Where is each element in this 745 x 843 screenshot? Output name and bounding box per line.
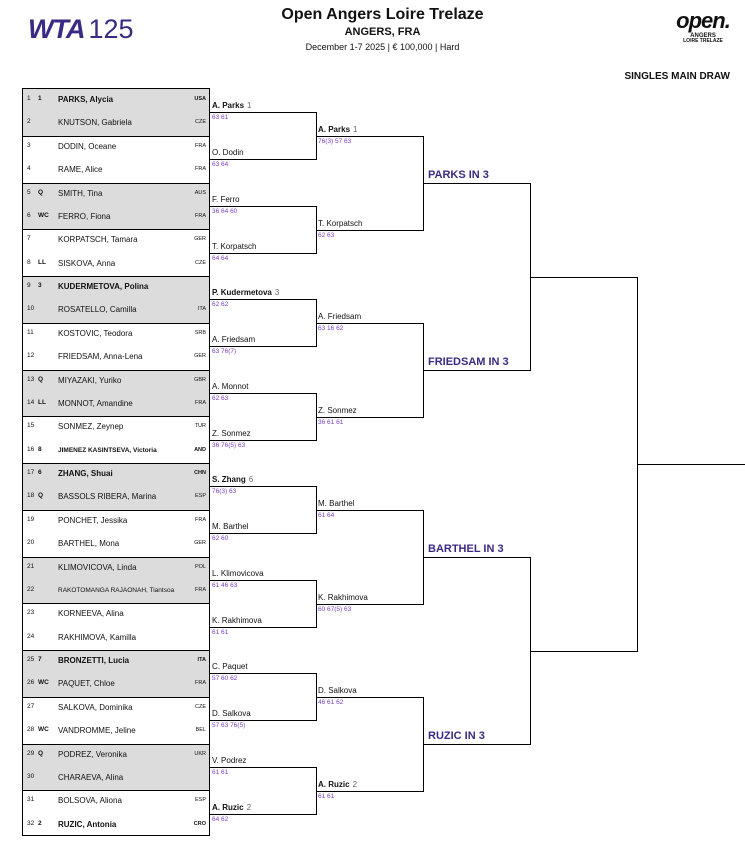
winner-text: S. Zhang — [212, 475, 246, 484]
player-country: FRA — [195, 212, 206, 219]
player-row — [22, 253, 210, 276]
match-score: 46 61 62 — [318, 699, 344, 706]
match-score: 36 76(5) 63 — [212, 442, 246, 449]
winner-text: K. Rakhimova — [318, 593, 368, 602]
final-line — [530, 277, 637, 278]
draw-title: SINGLES MAIN DRAW — [624, 71, 730, 82]
winner-text: L. Klimovicova — [212, 569, 264, 578]
player-name: BASSOLS RIBERA, Marina — [58, 492, 157, 502]
player-seed: Q — [38, 749, 44, 757]
player-position: 14 — [27, 398, 35, 406]
open-logo-line2: LOIRE TRELAZE — [683, 38, 723, 44]
player-name: PARKS, Alycia — [58, 95, 114, 104]
player-row — [22, 299, 210, 322]
wta-logo-brand: WTA — [28, 14, 85, 44]
player-seed: LL — [38, 258, 46, 266]
player-position: 32 — [27, 819, 35, 827]
winner-text: A. Ruzic — [212, 803, 244, 812]
winner-name — [318, 686, 357, 695]
player-name: PODREZ, Veronika — [58, 749, 127, 759]
player-name: PAQUET, Chloe — [58, 679, 115, 689]
player-position: 15 — [27, 422, 35, 430]
match-score: 61 64 — [318, 512, 335, 519]
winner-seed: 1 — [353, 125, 358, 134]
player-position: 20 — [27, 539, 35, 547]
player-name: SISKOVA, Anna — [58, 258, 116, 268]
player-country: FRA — [195, 166, 206, 173]
player-position: 22 — [27, 585, 35, 593]
match-score: 64 62 — [212, 816, 229, 823]
player-country: BEL — [195, 727, 206, 734]
player-row — [22, 323, 210, 346]
semifinal-line — [423, 744, 530, 745]
player-country: FRA — [195, 680, 206, 687]
match-score: 62 62 — [212, 301, 229, 308]
match-score: 61 46 63 — [212, 582, 238, 589]
player-row — [22, 393, 210, 416]
match-separator — [22, 323, 210, 324]
player-country: POL — [194, 563, 206, 570]
semifinal-line — [423, 370, 530, 371]
winner-seed: 2 — [246, 803, 252, 812]
winner-name — [318, 406, 357, 415]
winner-text: C. Paquet — [212, 662, 248, 671]
winner-name — [212, 429, 251, 438]
player-position: 2 — [27, 118, 31, 126]
player-country: CHN — [194, 470, 206, 476]
match-separator — [22, 416, 210, 417]
winner-name — [212, 709, 251, 718]
match-score: 63 61 — [212, 114, 229, 121]
player-country: ESP — [194, 493, 206, 500]
player-country: FRA — [195, 586, 206, 593]
player-country: GBR — [194, 376, 206, 383]
match-score: 63 64 — [212, 161, 229, 168]
player-name: SMITH, Tina — [58, 188, 103, 198]
player-name: RAKOTOMANGA RAJAONAH, Tiantsoa — [58, 586, 175, 594]
player-position: 4 — [27, 165, 31, 173]
winner-text: K. Rakhimova — [212, 616, 262, 625]
player-seed: LL — [38, 398, 46, 406]
match-score: 76(3) 63 — [212, 488, 237, 495]
player-name: KOSTOVIC, Teodora — [58, 328, 133, 338]
player-country: SRB — [194, 329, 206, 336]
player-row — [22, 89, 210, 112]
player-row — [22, 814, 210, 837]
player-position: 9 — [27, 282, 31, 289]
quarterfinal-line — [316, 510, 423, 511]
player-row — [22, 557, 210, 580]
round2-line — [210, 627, 316, 628]
tournament-header — [180, 6, 585, 52]
round2-line — [210, 440, 316, 441]
winner-text: D. Salkova — [318, 686, 357, 695]
player-country: UKR — [194, 750, 206, 757]
player-name: SALKOVA, Dominika — [58, 702, 133, 712]
player-country: CZE — [195, 119, 206, 126]
winner-name — [318, 219, 362, 228]
match-score: 62 63 — [318, 232, 335, 239]
player-name: BRONZETTI, Lucia — [58, 656, 130, 665]
player-seed: WC — [38, 726, 49, 734]
player-row — [22, 603, 210, 626]
player-country: GER — [194, 540, 206, 547]
open-logo-main: open. — [676, 8, 730, 33]
player-position: 10 — [27, 305, 35, 313]
player-position: 23 — [27, 609, 35, 617]
wta-logo-level: 125 — [88, 14, 134, 44]
round2-line — [210, 767, 316, 768]
winner-name — [318, 312, 361, 321]
player-position: 13 — [27, 375, 35, 383]
player-row — [22, 627, 210, 650]
match-separator — [22, 697, 210, 698]
wta-125-logo — [28, 14, 134, 45]
player-row — [22, 159, 210, 182]
quarterfinal-line — [316, 230, 423, 231]
round2-line — [210, 159, 316, 160]
player-row — [22, 744, 210, 767]
player-seed: Q — [38, 492, 44, 500]
winner-name — [212, 335, 255, 344]
player-country: GER — [194, 353, 206, 360]
player-position: 6 — [27, 211, 31, 219]
player-row — [22, 510, 210, 533]
player-country: AND — [194, 446, 206, 453]
player-seed: 7 — [38, 656, 42, 663]
player-position: 29 — [27, 749, 35, 757]
player-row — [22, 346, 210, 369]
match-score: 61 61 — [212, 629, 229, 636]
player-name: KNUTSON, Gabriela — [58, 118, 132, 128]
player-country: TUR — [194, 423, 206, 430]
player-position: 17 — [27, 469, 35, 476]
winner-text: A. Ruzic — [318, 780, 350, 789]
player-position: 26 — [27, 679, 35, 687]
quarterfinal-line — [316, 417, 423, 418]
winner-text: M. Barthel — [212, 522, 249, 531]
player-name: BOLSOVA, Aliona — [58, 796, 122, 806]
player-row — [22, 790, 210, 813]
winner-name — [212, 288, 279, 297]
round2-line — [210, 299, 316, 300]
player-seed: WC — [38, 211, 49, 219]
player-row — [22, 697, 210, 720]
player-country: AUS — [194, 189, 206, 196]
player-name: DODIN, Oceane — [58, 141, 117, 151]
winner-text: V. Podrez — [212, 756, 247, 765]
match-score: 36 64 60 — [212, 208, 238, 215]
match-score: 63 76(7) — [212, 348, 237, 355]
player-country: FRA — [195, 142, 206, 149]
player-position: 18 — [27, 492, 35, 500]
player-name: MONNOT, Amandine — [58, 398, 133, 408]
winner-text: A. Parks — [318, 125, 351, 134]
winner-text: A. Parks — [212, 101, 245, 110]
player-position: 16 — [27, 445, 35, 453]
match-score: 76(3) 57 63 — [318, 138, 352, 145]
player-position: 31 — [27, 796, 35, 804]
player-seed: WC — [38, 679, 49, 687]
round2-line — [210, 393, 316, 394]
player-country: FRA — [195, 516, 206, 523]
match-score: 63 16 62 — [318, 325, 344, 332]
player-row — [22, 136, 210, 159]
player-country: CZE — [195, 703, 206, 710]
match-score: 62 60 — [212, 535, 229, 542]
match-score: 61 61 — [318, 793, 335, 800]
player-seed: Q — [38, 188, 44, 196]
player-position: 3 — [27, 141, 31, 149]
winner-text: O. Dodin — [212, 148, 244, 157]
player-name: RAKHIMOVA, Kamilla — [58, 632, 137, 642]
round2-line — [210, 814, 316, 815]
winner-text: Z. Sonmez — [318, 406, 357, 415]
player-name: BARTHEL, Mona — [58, 539, 120, 549]
winner-name — [212, 475, 253, 484]
winner-name — [318, 780, 357, 789]
semifinal-winner: BARTHEL IN 3 — [428, 543, 504, 555]
player-country: FRA — [195, 399, 206, 406]
player-name: KORPATSCH, Tamara — [58, 235, 138, 245]
match-score: 57 60 62 — [212, 675, 238, 682]
match-separator — [22, 510, 210, 511]
player-row — [22, 112, 210, 135]
quarterfinal-line — [316, 697, 423, 698]
player-seed: 1 — [38, 95, 42, 102]
winner-seed: 1 — [247, 101, 252, 110]
player-position: 19 — [27, 515, 35, 523]
player-position: 7 — [27, 235, 31, 243]
player-row — [22, 440, 210, 463]
player-row — [22, 767, 210, 790]
round2-line — [210, 486, 316, 487]
player-country: USA — [194, 96, 206, 102]
player-position: 27 — [27, 702, 35, 710]
winner-seed: 2 — [352, 780, 358, 789]
open-logo-line1: ANGERS — [690, 33, 716, 39]
semifinal-winner: FRIEDSAM IN 3 — [428, 356, 509, 368]
player-name: ZHANG, Shuai — [58, 469, 113, 478]
player-name: RAME, Alice — [58, 165, 103, 175]
player-country: CZE — [195, 259, 206, 266]
quarterfinal-line — [316, 791, 423, 792]
winner-name — [212, 242, 256, 251]
winner-text: F. Ferro — [212, 195, 240, 204]
player-name: RUZIC, Antonia — [58, 819, 117, 829]
winner-seed: 6 — [248, 475, 254, 484]
round2-line — [210, 580, 316, 581]
winner-name — [212, 101, 251, 110]
player-seed: 8 — [38, 445, 42, 453]
round2-line — [210, 346, 316, 347]
round2-line — [210, 673, 316, 674]
player-seed: 6 — [38, 469, 42, 476]
winner-name — [212, 616, 262, 625]
player-country: ITA — [197, 657, 206, 663]
player-name: PONCHET, Jessika — [58, 515, 128, 525]
round2-line — [210, 112, 316, 113]
player-row — [22, 463, 210, 486]
player-position: 8 — [27, 258, 31, 266]
winner-name — [212, 569, 264, 578]
player-country: ITA — [197, 306, 206, 313]
open-angers-logo — [672, 10, 734, 44]
player-name: KORNEEVA, Alina — [58, 609, 124, 619]
semifinal-line — [423, 183, 530, 184]
match-separator — [22, 136, 210, 137]
player-name: FERRO, Fiona — [58, 211, 111, 221]
player-row — [22, 206, 210, 229]
player-name: CHARAEVA, Alina — [58, 772, 124, 782]
tournament-location: ANGERS, FRA — [344, 26, 421, 38]
winner-text: P. Kudermetova — [212, 288, 272, 297]
player-country: GER — [194, 236, 206, 243]
winner-name — [212, 195, 240, 204]
final-line — [530, 651, 637, 652]
player-row — [22, 416, 210, 439]
winner-seed: 3 — [274, 288, 280, 297]
match-separator — [22, 603, 210, 604]
winner-name — [212, 522, 248, 531]
player-row — [22, 370, 210, 393]
player-seed: Q — [38, 375, 44, 383]
round2-line — [210, 206, 316, 207]
player-name: SONMEZ, Zeynep — [58, 422, 124, 432]
match-separator — [22, 744, 210, 745]
winner-name — [212, 662, 248, 671]
player-country: CRO — [193, 820, 206, 827]
winner-text: A. Friedsam — [318, 312, 362, 321]
player-country: ESP — [194, 797, 206, 804]
match-score: 64 64 — [212, 255, 229, 262]
player-row — [22, 276, 210, 299]
player-position: 11 — [27, 328, 34, 336]
tournament-info: December 1-7 2025 | € 100,000 | Hard — [305, 42, 460, 52]
player-position: 24 — [27, 632, 35, 640]
player-row — [22, 183, 210, 206]
player-seed: 2 — [38, 819, 42, 827]
match-separator — [22, 790, 210, 791]
player-position: 12 — [27, 352, 35, 360]
match-score: 36 61 61 — [318, 419, 344, 426]
player-row — [22, 229, 210, 252]
winner-text: A. Friedsam — [212, 335, 256, 344]
winner-name — [318, 499, 354, 508]
player-position: 5 — [27, 188, 31, 196]
player-name: JIMENEZ KASINTSEVA, Victoria — [58, 446, 157, 454]
player-row — [22, 533, 210, 556]
player-name: FRIEDSAM, Anna-Lena — [58, 352, 143, 362]
winner-name — [212, 148, 244, 157]
player-position: 21 — [27, 562, 35, 570]
player-position: 28 — [27, 726, 35, 734]
player-name: VANDROMME, Jeline — [58, 726, 136, 736]
winner-text: Z. Sonmez — [212, 429, 251, 438]
match-separator — [22, 229, 210, 230]
winner-text: T. Korpatsch — [318, 219, 363, 228]
round2-line — [210, 533, 316, 534]
semifinal-line — [423, 557, 530, 558]
player-name: KLIMOVICOVA, Linda — [58, 562, 137, 572]
winner-name — [212, 756, 246, 765]
tournament-title: Open Angers Loire Trelaze — [281, 6, 484, 23]
match-separator — [22, 276, 210, 277]
winner-text: D. Salkova — [212, 709, 251, 718]
player-row — [22, 580, 210, 603]
player-row — [22, 720, 210, 743]
match-separator — [22, 370, 210, 371]
winner-name — [212, 803, 251, 812]
player-name: MIYAZAKI, Yuriko — [58, 375, 122, 385]
player-name: KUDERMETOVA, Polina — [58, 282, 149, 291]
round2-line — [210, 253, 316, 254]
player-row — [22, 673, 210, 696]
player-seed: 3 — [38, 282, 42, 289]
quarterfinal-line — [316, 323, 423, 324]
match-score: 62 63 — [212, 395, 229, 402]
match-separator — [22, 650, 210, 651]
match-score: 57 63 76(5) — [212, 722, 246, 729]
player-position: 30 — [27, 772, 35, 780]
match-score: 61 61 — [212, 769, 229, 776]
champion-line — [637, 464, 745, 465]
winner-name — [212, 382, 248, 391]
winner-text: A. Monnot — [212, 382, 249, 391]
match-separator — [22, 463, 210, 464]
winner-name — [318, 593, 368, 602]
winner-text: M. Barthel — [318, 499, 355, 508]
winner-text: T. Korpatsch — [212, 242, 257, 251]
player-position: 25 — [27, 656, 35, 663]
winner-name — [318, 125, 357, 134]
semifinal-winner: RUZIC IN 3 — [428, 730, 485, 742]
quarterfinal-line — [316, 136, 423, 137]
player-position: 1 — [27, 95, 31, 102]
semifinal-winner: PARKS IN 3 — [428, 169, 489, 181]
quarterfinal-line — [316, 604, 423, 605]
player-row — [22, 486, 210, 509]
match-score: 60 67(5) 63 — [318, 606, 352, 613]
player-name: ROSATELLO, Camilla — [58, 305, 137, 315]
player-row — [22, 650, 210, 673]
round2-line — [210, 720, 316, 721]
match-separator — [22, 557, 210, 558]
match-separator — [22, 183, 210, 184]
